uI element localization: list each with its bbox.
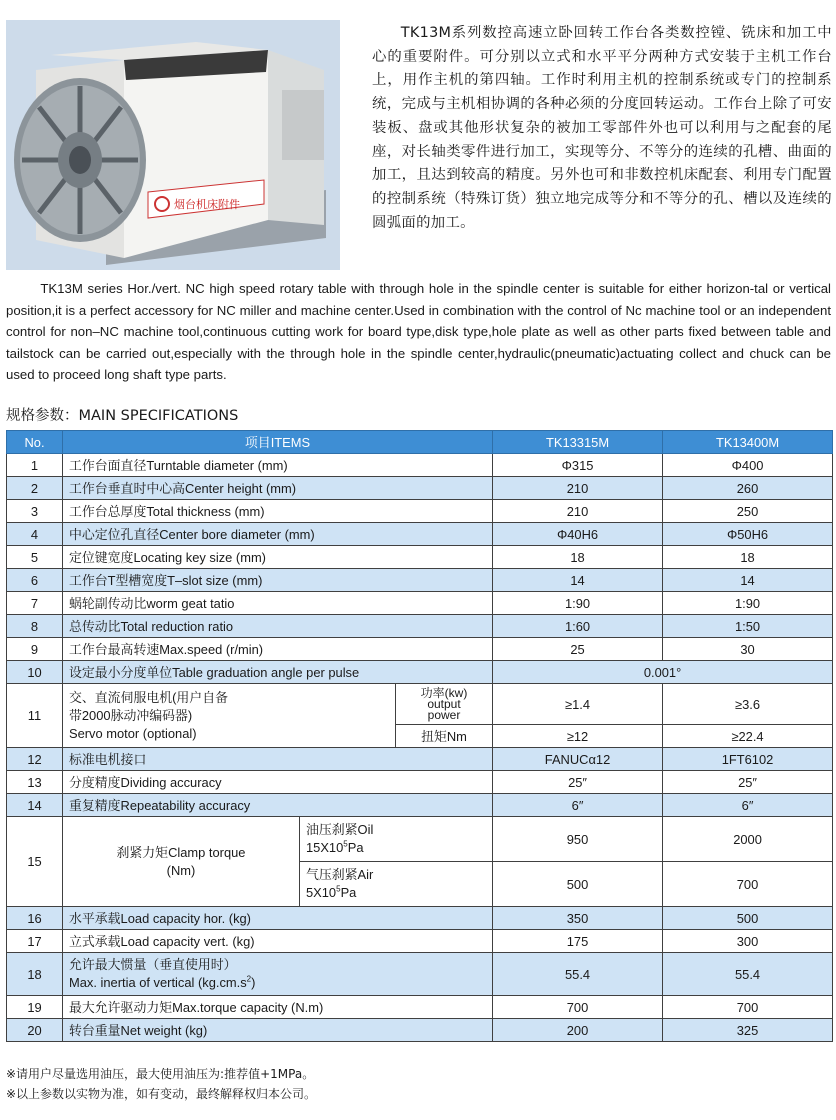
footnotes: [6, 1064, 316, 1104]
row-no: 13: [7, 771, 63, 794]
row-value-1: Φ40H6: [493, 523, 663, 546]
row-item-en: Servo motor (optional): [69, 725, 197, 741]
table-row: [7, 638, 833, 661]
row-value-1: 25: [493, 638, 663, 661]
row-no: 6: [7, 569, 63, 592]
row-item: [63, 953, 493, 996]
row-item: 工作台面直径Turntable diameter (mm): [63, 454, 493, 477]
row-item: 标准电机接口: [63, 748, 493, 771]
table-row: [7, 569, 833, 592]
row-value-2: 18: [663, 546, 833, 569]
table-row: [7, 477, 833, 500]
sub-label-power-en1: output: [427, 696, 461, 711]
header-items: 项目ITEMS: [63, 431, 493, 454]
sub-label-power: [396, 684, 493, 725]
footnote: ※请用户尽量选用油压，最大使用油压为:推荐值+1MPa。: [6, 1067, 315, 1081]
row-no: 18: [7, 953, 63, 996]
row-value-1: 210: [493, 500, 663, 523]
header-model-2: TK13400M: [663, 431, 833, 454]
table-row: [7, 592, 833, 615]
row-no: 15: [7, 817, 63, 907]
row-value-1: 1:60: [493, 615, 663, 638]
row-item: 工作台垂直时中心高Center height (mm): [63, 477, 493, 500]
inertia-close: ): [251, 975, 256, 990]
row-value-2: 55.4: [663, 953, 833, 996]
table-row: [7, 661, 833, 684]
table-row: [7, 771, 833, 794]
row-value-2: Φ400: [663, 454, 833, 477]
sub-label-torque: 扭矩Nm: [396, 725, 493, 748]
inertia-exponent: 2: [246, 974, 252, 984]
row-item-line1: 刹紧力矩Clamp torque: [116, 844, 246, 860]
row-value-1: 500: [493, 862, 663, 907]
rotary-table-illustration: [6, 20, 340, 270]
header-model-1: TK13315M: [493, 431, 663, 454]
row-no: 3: [7, 500, 63, 523]
intro-english: TK13M series Hor./vert. NC high speed rotary table with through hole in the spindle center is suitable for either horizon-tal or vertical position,it is a perfect accessory for NC miller and machine center.Used in combination with the control of Nc machine tool or an independent control for non–NC machine tool,continuous cutting work for board type,disk type,hole plate as well as other parts fixed between table and tailstock can be carried out,especially with the through hole in the spindle center,hydraulic(pneumatic)actuating collect and chuck can be used to proceed long shaft type parts.: [6, 281, 831, 383]
row-item: 总传动比Total reduction ratio: [63, 615, 493, 638]
oil-pressure-unit: Pa: [347, 840, 364, 855]
row-no: 7: [7, 592, 63, 615]
row-no: 1: [7, 454, 63, 477]
row-item: 水平承载Load capacity hor. (kg): [63, 907, 493, 930]
oil-pressure-exponent: 5: [343, 839, 348, 849]
row-value-2: 6″: [663, 794, 833, 817]
row-no: 17: [7, 930, 63, 953]
oil-pressure-base: 15X10: [306, 840, 344, 855]
table-row: [7, 454, 833, 477]
row-no: 14: [7, 794, 63, 817]
row-value-1: 25″: [493, 771, 663, 794]
row-value-1: 350: [493, 907, 663, 930]
row-no: 9: [7, 638, 63, 661]
row-no: 16: [7, 907, 63, 930]
row-item: 工作台最高转速Max.speed (r/min): [63, 638, 493, 661]
intro-chinese: TK13M系列数控高速立卧回转工作台各类数控镗、铣床和加工中心的重要附件。可分别以立式和水平平分两种方式安装于主机工作台上，用作主机的第四轴。工作时利用主机的控制系统或专门的控制系统，完成与主机相协调的各种必须的分度回转运动。工作台上除了可安装板、盘或其他形状复杂的被加工零部件外也可以利用与之配套的尾座，对长轴类零件进行加工，实现等分、不等分的连续的孔槽、曲面的加工，且达到较高的精度。另外也可和非数控机床配套、利用专门配置的控制系统（特殊订货）独立地完成等分和不等分的孔、槽以及连续的圆弧面的加工。: [372, 25, 832, 231]
row-value-1: 700: [493, 996, 663, 1019]
table-row: [7, 546, 833, 569]
table-row: [7, 500, 833, 523]
row-value-1: 210: [493, 477, 663, 500]
sub-label-oil-line1: 油压刹紧Oil: [306, 822, 374, 837]
brand-label: 烟台机床附件: [174, 198, 240, 211]
row-item: 工作台总厚度Total thickness (mm): [63, 500, 493, 523]
row-item-cn-line2: 带2000脉动冲编码器): [69, 707, 193, 723]
row-value-1: 18: [493, 546, 663, 569]
row-item: 蜗轮副传动比worm geat tatio: [63, 592, 493, 615]
sub-label-air: [300, 862, 493, 907]
row-value-1: ≥1.4: [493, 684, 663, 725]
row-value-2: 700: [663, 996, 833, 1019]
spec-table: [6, 430, 833, 1042]
row-item: 工作台T型槽宽度T–slot size (mm): [63, 569, 493, 592]
row-value-2: 2000: [663, 817, 833, 862]
air-pressure-base: 5X10: [306, 885, 337, 900]
row-value-shared: 0.001°: [493, 661, 833, 684]
sub-label-air-line1: 气压刹紧Air: [306, 867, 374, 882]
row-item: 最大允许驱动力矩Max.torque capacity (N.m): [63, 996, 493, 1019]
row-value-1: 6″: [493, 794, 663, 817]
table-row: [7, 953, 833, 996]
table-row: [7, 817, 833, 862]
spec-title: 规格参数：MAIN SPECIFICATIONS: [6, 408, 239, 424]
sub-label-air-line2: [306, 884, 486, 902]
sub-label-oil: [300, 817, 493, 862]
row-value-2: ≥22.4: [663, 725, 833, 748]
row-value-1: 55.4: [493, 953, 663, 996]
table-row: [7, 748, 833, 771]
sub-label-power-cn: 功率(kw): [420, 685, 468, 700]
row-value-1: Φ315: [493, 454, 663, 477]
sub-label-oil-line2: [306, 839, 486, 857]
row-no: 11: [7, 684, 63, 748]
table-row: [7, 907, 833, 930]
row-value-2: 300: [663, 930, 833, 953]
row-value-1: FANUCα12: [493, 748, 663, 771]
row-item-cn-line1: 交、直流伺服电机(用户自备: [69, 689, 228, 705]
row-item-line1: 允许最大惯量（垂直使用时）: [69, 957, 237, 972]
air-pressure-exponent: 5: [336, 884, 341, 894]
table-row: [7, 930, 833, 953]
table-header-row: [7, 431, 833, 454]
row-no: 12: [7, 748, 63, 771]
air-pressure-unit: Pa: [340, 885, 357, 900]
row-value-2: 250: [663, 500, 833, 523]
row-value-2: 25″: [663, 771, 833, 794]
row-no: 20: [7, 1019, 63, 1042]
row-item-line2: (Nm): [166, 862, 196, 878]
row-value-2: 1:90: [663, 592, 833, 615]
row-item: 分度精度Dividing accuracy: [63, 771, 493, 794]
row-no: 2: [7, 477, 63, 500]
row-value-2: 260: [663, 477, 833, 500]
product-photo: [6, 20, 340, 270]
table-row: [7, 996, 833, 1019]
row-item: 重复精度Repeatability accuracy: [63, 794, 493, 817]
row-value-1: 14: [493, 569, 663, 592]
inertia-label: Max. inertia of vertical (kg.cm.s: [69, 975, 247, 990]
row-value-2: 500: [663, 907, 833, 930]
row-value-2: 700: [663, 862, 833, 907]
row-item: [63, 817, 300, 907]
row-value-2: 1:50: [663, 615, 833, 638]
row-item: [63, 684, 396, 748]
row-value-2: 1FT6102: [663, 748, 833, 771]
row-no: 5: [7, 546, 63, 569]
row-item: 转台重量Net weight (kg): [63, 1019, 493, 1042]
table-row: [7, 794, 833, 817]
sub-label-power-en2: power: [427, 707, 461, 722]
row-value-2: 14: [663, 569, 833, 592]
row-value-1: 1:90: [493, 592, 663, 615]
row-value-2: Φ50H6: [663, 523, 833, 546]
row-no: 19: [7, 996, 63, 1019]
row-value-1: 200: [493, 1019, 663, 1042]
row-no: 10: [7, 661, 63, 684]
row-item: 设定最小分度单位Table graduation angle per pulse: [63, 661, 493, 684]
row-value-1: 950: [493, 817, 663, 862]
row-value-1: ≥12: [493, 725, 663, 748]
row-item: 立式承载Load capacity vert. (kg): [63, 930, 493, 953]
row-value-2: ≥3.6: [663, 684, 833, 725]
row-no: 4: [7, 523, 63, 546]
row-no: 8: [7, 615, 63, 638]
row-value-2: 325: [663, 1019, 833, 1042]
header-no: No.: [7, 431, 63, 454]
table-row: [7, 684, 833, 725]
row-value-1: 175: [493, 930, 663, 953]
row-item: 中心定位孔直径Center bore diameter (mm): [63, 523, 493, 546]
footnote: ※以上参数以实物为准，如有变动，最终解释权归本公司。: [6, 1087, 317, 1101]
table-row: [7, 1019, 833, 1042]
table-row: [7, 523, 833, 546]
row-value-2: 30: [663, 638, 833, 661]
row-item-line2: [69, 974, 486, 992]
row-item: 定位键宽度Locating key size (mm): [63, 546, 493, 569]
table-row: [7, 615, 833, 638]
